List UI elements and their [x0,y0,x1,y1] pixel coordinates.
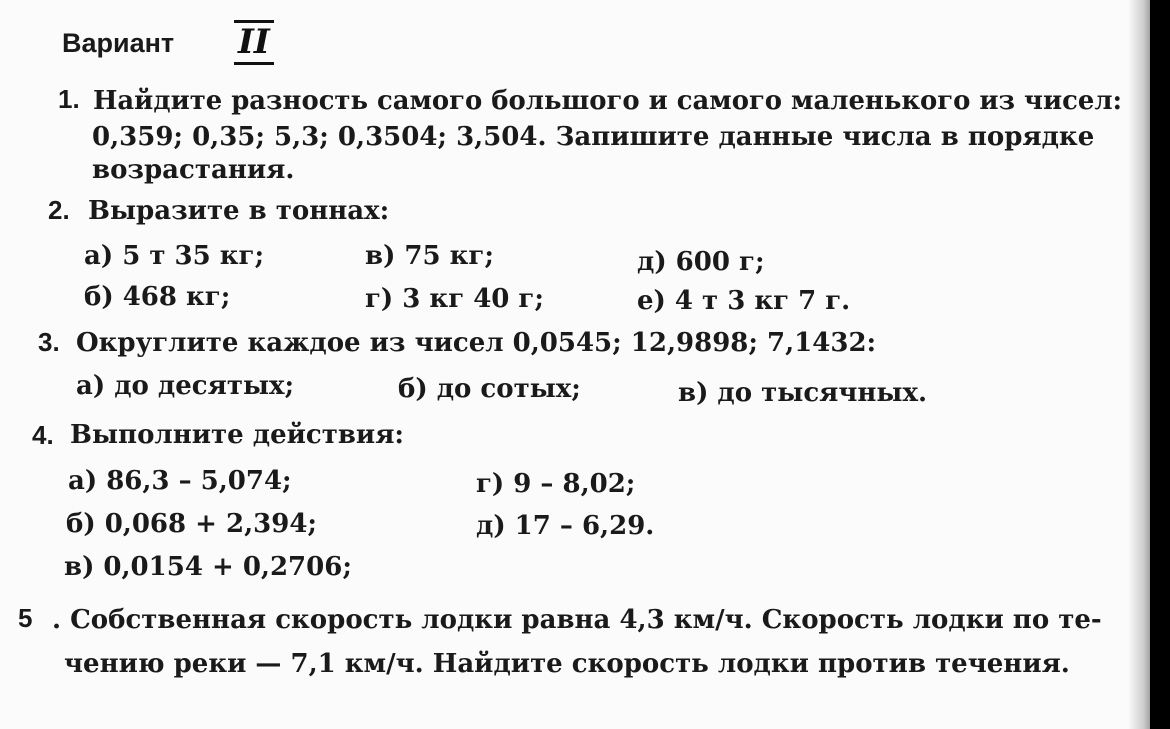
task-1-line-3: возрастания. [92,155,295,185]
variant-label: Вариант [62,28,175,58]
task-2-item-g: г) 3 кг 40 г; [365,284,544,314]
task-2-item-v: в) 75 кг; [365,241,494,271]
task-1-line-2: 0,359; 0,35; 5,3; 0,3504; 3,504. Запишите данные числа в порядке [92,122,1095,152]
variant-heading [62,22,270,62]
page-edge-shadow [1128,0,1150,729]
task-2-item-d: д) 600 г; [637,247,765,277]
task-1-number: 1. [58,84,80,114]
task-4-item-a: а) 86,3 – 5,074; [68,466,292,496]
task-5-line-2: чению реки — 7,1 км/ч. Найдите скорость лодки против течения. [64,649,1070,679]
task-5-line-1: . Собственная скорость лодки равна 4,3 км/ч. Скорость лодки по те- [52,605,1102,635]
task-2-item-b: б) 468 кг; [84,282,231,312]
task-3-item-a: а) до десятых; [76,371,295,401]
task-4-item-v: в) 0,0154 + 0,2706; [64,552,352,582]
task-2-item-e: е) 4 т 3 кг 7 г. [637,286,851,316]
task-3-item-v: в) до тысячных. [678,378,928,408]
task-2-prompt: Выразите в тоннах: [88,196,390,226]
task-3-prompt: Округлите каждое из чисел 0,0545; 12,9898; 7,1432: [76,328,877,358]
variant-number-handwritten: II [234,20,274,65]
task-5-number: 5 [18,603,33,633]
task-4-number: 4. [32,420,54,450]
task-3-item-b: б) до сотых; [398,374,581,404]
task-2-item-a: а) 5 т 35 кг; [84,241,265,271]
task-3-number: 3. [38,327,60,357]
task-4-item-g: г) 9 – 8,02; [476,469,636,499]
task-4-prompt: Выполните действия: [70,420,405,450]
task-4-item-b: б) 0,068 + 2,394; [66,509,318,539]
task-2-number: 2. [48,195,70,225]
task-1-line-1: Найдите разность самого большого и самого маленького из чисел: [93,86,1123,116]
task-4-item-d: д) 17 – 6,29. [476,511,655,541]
